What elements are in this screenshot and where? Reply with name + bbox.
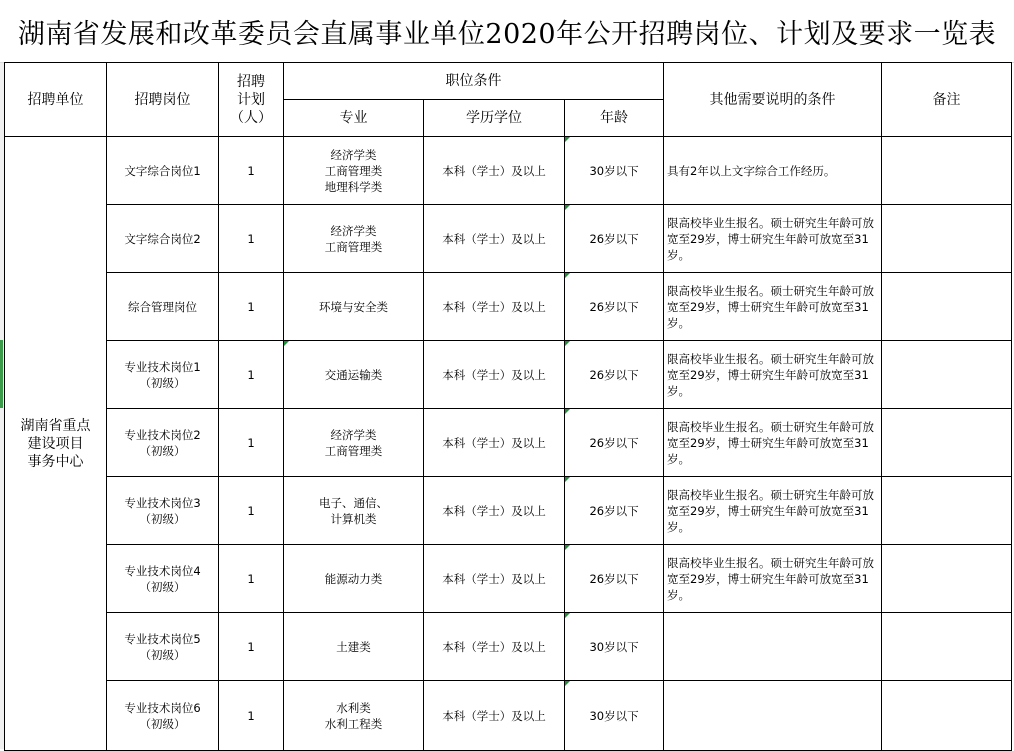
remarks-cell[interactable] [882, 137, 1012, 205]
other-cell[interactable] [664, 613, 882, 681]
plan-cell[interactable]: 1 [219, 545, 284, 613]
recruitment-table [4, 62, 1012, 751]
education-cell[interactable]: 本科（学士）及以上 [424, 137, 565, 205]
header-plan[interactable] [219, 63, 284, 137]
major-cell[interactable] [284, 341, 424, 409]
education-cell[interactable]: 本科（学士）及以上 [424, 273, 565, 341]
age-cell[interactable]: 30岁以下 [565, 613, 664, 681]
age-cell[interactable]: 30岁以下 [565, 681, 664, 751]
position-line: 文字综合岗位2 [124, 231, 201, 246]
major-line: 经济学类 [330, 223, 377, 238]
position-line: 专业技术岗位5 [124, 631, 201, 646]
header-age[interactable]: 年龄 [565, 100, 664, 137]
header-plan-line: （人） [230, 109, 272, 126]
education-cell[interactable]: 本科（学士）及以上 [424, 545, 565, 613]
major-line: 工商管理类 [324, 443, 383, 458]
other-cell[interactable]: 限高校毕业生报名。硕士研究生年龄可放宽至29岁，博士研究生年龄可放宽至31岁。 [664, 477, 882, 545]
education-cell[interactable]: 本科（学士）及以上 [424, 613, 565, 681]
major-line: 土建类 [336, 639, 371, 654]
position-cell[interactable] [107, 137, 219, 205]
major-line: 经济学类 [330, 427, 377, 442]
other-cell[interactable]: 具有2年以上文字综合工作经历。 [664, 137, 882, 205]
position-line: （初级） [139, 579, 186, 594]
table-row [5, 681, 1012, 751]
other-cell[interactable]: 限高校毕业生报名。硕士研究生年龄可放宽至29岁，博士研究生年龄可放宽至31岁。 [664, 205, 882, 273]
header-major[interactable]: 专业 [284, 100, 424, 137]
major-line: 水利工程类 [324, 716, 383, 731]
position-line: 专业技术岗位3 [124, 495, 201, 510]
major-line: 工商管理类 [324, 163, 383, 178]
education-cell[interactable]: 本科（学士）及以上 [424, 205, 565, 273]
position-line: 综合管理岗位 [128, 299, 197, 314]
header-plan-line: 计划 [237, 91, 265, 108]
major-line: 经济学类 [330, 147, 377, 162]
table-row [5, 409, 1012, 477]
major-line: 水利类 [336, 700, 371, 715]
unit-name-line: 湖南省重点 [20, 417, 91, 434]
major-line: 环境与安全类 [319, 299, 388, 314]
plan-cell[interactable]: 1 [219, 341, 284, 409]
position-line: （初级） [139, 511, 186, 526]
header-unit[interactable]: 招聘单位 [5, 63, 107, 137]
age-cell[interactable]: 26岁以下 [565, 545, 664, 613]
remarks-cell[interactable] [882, 477, 1012, 545]
other-cell[interactable]: 限高校毕业生报名。硕士研究生年龄可放宽至29岁，博士研究生年龄可放宽至31岁。 [664, 341, 882, 409]
unit-name-line: 建设项目 [27, 435, 84, 452]
table-row [5, 205, 1012, 273]
position-line: 专业技术岗位6 [124, 700, 201, 715]
position-cell[interactable] [107, 341, 219, 409]
header-conditions[interactable]: 职位条件 [284, 63, 664, 100]
position-line: 专业技术岗位1 [124, 359, 201, 374]
remarks-cell[interactable] [882, 409, 1012, 477]
table-row [5, 137, 1012, 205]
remarks-cell[interactable] [882, 341, 1012, 409]
major-cell[interactable] [284, 273, 424, 341]
unit-name-line: 事务中心 [27, 453, 84, 470]
major-line: 电子、通信、 [319, 495, 388, 510]
row-header-selection [0, 340, 3, 408]
major-cell[interactable] [284, 137, 424, 205]
header-plan-line: 招聘 [237, 73, 265, 90]
age-cell[interactable]: 26岁以下 [565, 341, 664, 409]
position-cell[interactable] [107, 681, 219, 751]
position-line: 文字综合岗位1 [124, 163, 201, 178]
major-line: 能源动力类 [324, 571, 383, 586]
age-cell[interactable]: 26岁以下 [565, 205, 664, 273]
position-cell[interactable] [107, 477, 219, 545]
header-other[interactable]: 其他需要说明的条件 [664, 63, 882, 137]
remarks-cell[interactable] [882, 273, 1012, 341]
major-cell[interactable] [284, 613, 424, 681]
other-cell[interactable] [664, 681, 882, 751]
table-row [5, 613, 1012, 681]
major-cell[interactable] [284, 205, 424, 273]
remarks-cell[interactable] [882, 545, 1012, 613]
unit-name-cell[interactable] [5, 137, 107, 751]
major-cell[interactable] [284, 681, 424, 751]
position-line: （初级） [139, 375, 186, 390]
age-cell[interactable]: 26岁以下 [565, 409, 664, 477]
header-remarks[interactable]: 备注 [882, 63, 1012, 137]
position-cell[interactable] [107, 273, 219, 341]
major-line: 工商管理类 [324, 239, 383, 254]
position-line: 专业技术岗位4 [124, 563, 201, 578]
other-cell[interactable]: 限高校毕业生报名。硕士研究生年龄可放宽至29岁，博士研究生年龄可放宽至31岁。 [664, 545, 882, 613]
header-education[interactable]: 学历学位 [424, 100, 565, 137]
education-cell[interactable]: 本科（学士）及以上 [424, 341, 565, 409]
table-row [5, 273, 1012, 341]
major-cell[interactable] [284, 545, 424, 613]
remarks-cell[interactable] [882, 205, 1012, 273]
plan-cell[interactable]: 1 [219, 681, 284, 751]
other-cell[interactable]: 限高校毕业生报名。硕士研究生年龄可放宽至29岁，博士研究生年龄可放宽至31岁。 [664, 273, 882, 341]
plan-cell[interactable]: 1 [219, 477, 284, 545]
age-cell[interactable]: 26岁以下 [565, 477, 664, 545]
plan-cell[interactable]: 1 [219, 205, 284, 273]
position-line: 专业技术岗位2 [124, 427, 201, 442]
table-row [5, 545, 1012, 613]
age-cell[interactable]: 30岁以下 [565, 137, 664, 205]
table-title[interactable]: 湖南省发展和改革委员会直属事业单位2020年公开招聘岗位、计划及要求一览表 [0, 0, 1014, 63]
education-cell[interactable]: 本科（学士）及以上 [424, 681, 565, 751]
education-cell[interactable]: 本科（学士）及以上 [424, 409, 565, 477]
position-cell[interactable] [107, 613, 219, 681]
position-cell[interactable] [107, 545, 219, 613]
major-line: 计算机类 [330, 511, 377, 526]
age-cell[interactable]: 26岁以下 [565, 273, 664, 341]
education-cell[interactable]: 本科（学士）及以上 [424, 477, 565, 545]
remarks-cell[interactable] [882, 613, 1012, 681]
position-line: （初级） [139, 716, 186, 731]
plan-cell[interactable]: 1 [219, 273, 284, 341]
remarks-cell[interactable] [882, 681, 1012, 751]
major-cell[interactable] [284, 477, 424, 545]
position-cell[interactable] [107, 205, 219, 273]
major-line: 地理科学类 [324, 179, 383, 194]
header-position[interactable]: 招聘岗位 [107, 63, 219, 137]
table-row [5, 341, 1012, 409]
plan-cell[interactable]: 1 [219, 137, 284, 205]
plan-cell[interactable]: 1 [219, 613, 284, 681]
plan-cell[interactable]: 1 [219, 409, 284, 477]
position-line: （初级） [139, 647, 186, 662]
major-cell[interactable] [284, 409, 424, 477]
major-line: 交通运输类 [324, 367, 383, 382]
other-cell[interactable]: 限高校毕业生报名。硕士研究生年龄可放宽至29岁，博士研究生年龄可放宽至31岁。 [664, 409, 882, 477]
position-line: （初级） [139, 443, 186, 458]
position-cell[interactable] [107, 409, 219, 477]
table-row [5, 477, 1012, 545]
